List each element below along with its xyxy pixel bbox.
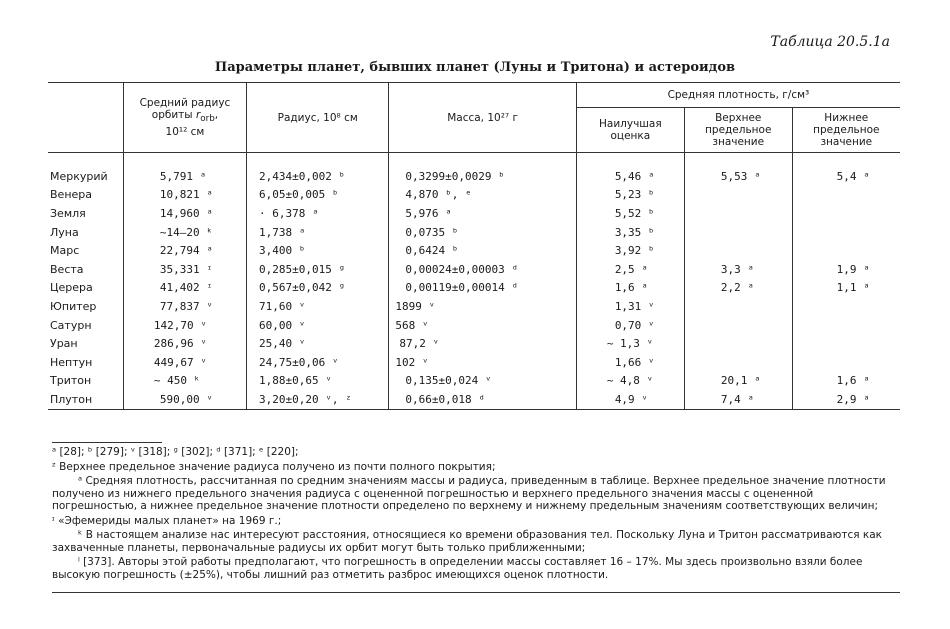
row-name: Веста	[50, 262, 84, 276]
cell-density-best: 3,35 ᵇ	[576, 223, 684, 242]
header-orbit-radius: Средний радиус орбиты $r_{orb}$, 10¹² см	[123, 83, 246, 153]
cell-density-upper: 5,53 ᵃ	[684, 167, 792, 186]
cell-mass: 0,66±0,018 ᵈ	[389, 390, 576, 409]
cell-density-best: 5,46 ᵃ	[576, 167, 684, 186]
cell-orbit: 35,331 ᶦ	[123, 260, 246, 279]
table-title: Параметры планет, бывших планет (Луны и Тритона) и астероидов	[214, 60, 736, 75]
header-mass: Масса, 10²⁷ г	[389, 83, 576, 153]
row-name: Земля	[50, 206, 86, 220]
row-name: Сатурн	[50, 318, 92, 332]
footnote-divider	[52, 442, 162, 443]
cell-density-lower	[792, 316, 900, 335]
cell-mass: 4,870 ᵇ, ᵉ	[389, 186, 576, 205]
cell-radius: 6,05±0,005 ᵇ	[247, 186, 389, 205]
cell-radius: 24,75±0,06 ᵛ	[247, 353, 389, 372]
cell-density-upper: 20,1 ᵃ	[684, 372, 792, 391]
table-row	[48, 204, 900, 223]
row-name: Луна	[50, 225, 79, 239]
cell-radius: 2,434±0,002 ᵇ	[247, 167, 389, 186]
cell-mass: 0,00119±0,00014 ᵈ	[389, 279, 576, 298]
cell-density-upper: 7,4 ᵃ	[684, 390, 792, 409]
cell-orbit: 10,821 ᵃ	[123, 186, 246, 205]
cell-radius: 1,738 ᵃ	[247, 223, 389, 242]
cell-density-lower	[792, 241, 900, 260]
cell-mass: 1899 ᵛ	[389, 297, 576, 316]
cell-density-lower	[792, 223, 900, 242]
table-row	[48, 353, 900, 372]
footnote-references: ᵃ [28]; ᵇ [279]; ᵛ [318]; ᵍ [302]; ᵈ [371]; ᵉ [220];	[52, 446, 299, 458]
cell-density-best: 5,52 ᵇ	[576, 204, 684, 223]
cell-density-best: 1,66 ᵛ	[576, 353, 684, 372]
cell-orbit: ~14–20 ᵏ	[123, 223, 246, 242]
table-row	[48, 223, 900, 242]
cell-mass: 0,135±0,024 ᵛ	[389, 372, 576, 391]
cell-density-lower: 1,9 ᵃ	[792, 260, 900, 279]
cell-radius: 25,40 ᵛ	[247, 334, 389, 353]
cell-density-lower: 2,9 ᵃ	[792, 390, 900, 409]
table-row	[48, 334, 900, 353]
cell-orbit: 77,837 ᵛ	[123, 297, 246, 316]
cell-density-lower	[792, 297, 900, 316]
cell-mass: 102 ᵛ	[389, 353, 576, 372]
cell-orbit: 449,67 ᵛ	[123, 353, 246, 372]
cell-density-lower: 1,1 ᵃ	[792, 279, 900, 298]
row-name: Плутон	[48, 390, 123, 409]
cell-mass: 0,3299±0,0029 ᵇ	[389, 167, 576, 186]
cell-density-lower: 1,6 ᵃ	[792, 372, 900, 391]
cell-orbit: 22,794 ᵃ	[123, 241, 246, 260]
cell-mass: 5,976 ᵃ	[389, 204, 576, 223]
row-name: Венера	[50, 188, 92, 202]
footnotes	[52, 442, 900, 583]
cell-orbit: 590,00 ᵛ	[123, 390, 246, 409]
cell-orbit: 286,96 ᵛ	[123, 334, 246, 353]
cell-orbit: 5,791 ᵃ	[123, 167, 246, 186]
cell-density-lower	[792, 334, 900, 353]
footnote-a: ᵃ Средняя плотность, рассчитанная по средним значениям массы и радиуса, приведенным в таблице. Верхнее предельное значение плотности получено из нижнего предельного значения радиуса с оцененной погрешностью и верхнего предельного значения массы с оцененной погрешностью, а нижнее предельное значение плотности определено по верхнему и нижнему предельным значениям соответствующих величин;	[52, 475, 886, 512]
cell-density-best: ~ 4,8 ᵛ	[576, 372, 684, 391]
cell-radius: 0,285±0,015 ᵍ	[247, 260, 389, 279]
cell-density-lower: 5,4 ᵃ	[792, 167, 900, 186]
header-density-lower: Нижнее предельное значение	[792, 108, 900, 153]
table-row	[48, 279, 900, 298]
cell-density-upper: 2,2 ᵃ	[684, 279, 792, 298]
cell-density-upper	[684, 241, 792, 260]
cell-density-lower	[792, 353, 900, 372]
footnote-l: ˡ [373]. Авторы этой работы предполагают, что погрешность в определении массы составляет 16 – 17%. Мы здесь произвольно взяли более высокую погрешность (±25%), чтобы лишний раз отметить разброс имеющихся оценок плотности.	[52, 556, 863, 581]
table-number: Таблица 20.5.1а	[770, 34, 890, 50]
cell-density-best: 2,5 ᵃ	[576, 260, 684, 279]
cell-density-upper	[684, 334, 792, 353]
cell-mass: 0,0735 ᵇ	[389, 223, 576, 242]
table-row	[48, 297, 900, 316]
table-row	[48, 390, 900, 409]
footnote-zh: ᶻ Верхнее предельное значение радиуса получено из почти полного покрытия;	[52, 460, 496, 473]
cell-density-best: 3,92 ᵇ	[576, 241, 684, 260]
footnote-k: ᵏ В настоящем анализе нас интересуют расстояния, относящиеся ко времени образования тел. Поскольку Луна и Тритон рассматриваются как захваченные планеты, первоначальные радиусы их орбит могут быть только приближенными;	[52, 529, 883, 554]
cell-radius: 3,400 ᵇ	[247, 241, 389, 260]
table-row	[48, 241, 900, 260]
cell-density-best: ~ 1,3 ᵛ	[576, 334, 684, 353]
cell-mass: 0,00024±0,00003 ᵈ	[389, 260, 576, 279]
cell-density-lower	[792, 186, 900, 205]
cell-density-upper: 3,3 ᵃ	[684, 260, 792, 279]
cell-density-upper	[684, 204, 792, 223]
row-name: Уран	[50, 337, 78, 351]
row-name: Меркурий	[50, 169, 108, 183]
table-row	[48, 186, 900, 205]
cell-density-best: 0,70 ᵛ	[576, 316, 684, 335]
table-row	[48, 260, 900, 279]
cell-radius: · 6,378 ᵃ	[247, 204, 389, 223]
header-blank	[48, 83, 123, 153]
cell-density-upper	[684, 353, 792, 372]
table-row	[48, 167, 900, 186]
row-name: Нептун	[50, 355, 93, 369]
cell-orbit: 14,960 ᵃ	[123, 204, 246, 223]
cell-density-upper	[684, 297, 792, 316]
row-name: Тритон	[50, 374, 92, 388]
header-density: Средняя плотность, г/см³	[576, 83, 900, 108]
footnote-i: ᶦ «Эфемериды малых планет» на 1969 г.;	[52, 514, 282, 527]
table-row	[48, 316, 900, 335]
cell-radius: 1,88±0,65 ᵛ	[247, 372, 389, 391]
cell-radius: 71,60 ᵛ	[247, 297, 389, 316]
cell-density-lower	[792, 204, 900, 223]
cell-density-upper	[684, 186, 792, 205]
cell-radius: 60,00 ᵛ	[247, 316, 389, 335]
row-name: Марс	[50, 244, 80, 258]
cell-density-best: 1,6 ᵃ	[576, 279, 684, 298]
cell-density-best: 4,9 ᵛ	[576, 390, 684, 409]
row-name: Церера	[50, 281, 93, 295]
cell-mass: 87,2 ᵛ	[389, 334, 576, 353]
planet-parameters-table	[48, 82, 900, 410]
header-density-upper: Верхнее предельное значение	[684, 108, 792, 153]
cell-orbit: 142,70 ᵛ	[123, 316, 246, 335]
cell-density-best: 5,23 ᵇ	[576, 186, 684, 205]
row-name: Юпитер	[50, 299, 97, 313]
cell-radius: 0,567±0,042 ᵍ	[247, 279, 389, 298]
cell-orbit: 41,402 ᶦ	[123, 279, 246, 298]
cell-radius: 3,20±0,20 ᵛ, ᶻ	[247, 390, 389, 409]
cell-density-upper	[684, 223, 792, 242]
cell-mass: 0,6424 ᵇ	[389, 241, 576, 260]
header-density-best: Наилучшая оценка	[576, 108, 684, 153]
cell-orbit: ~ 450 ᵏ	[123, 372, 246, 391]
cell-mass: 568 ᵛ	[389, 316, 576, 335]
bottom-divider	[52, 592, 900, 593]
table-row	[48, 372, 900, 391]
cell-density-best: 1,31 ᵛ	[576, 297, 684, 316]
header-radius: Радиус, 10⁸ см	[247, 83, 389, 153]
cell-density-upper	[684, 316, 792, 335]
